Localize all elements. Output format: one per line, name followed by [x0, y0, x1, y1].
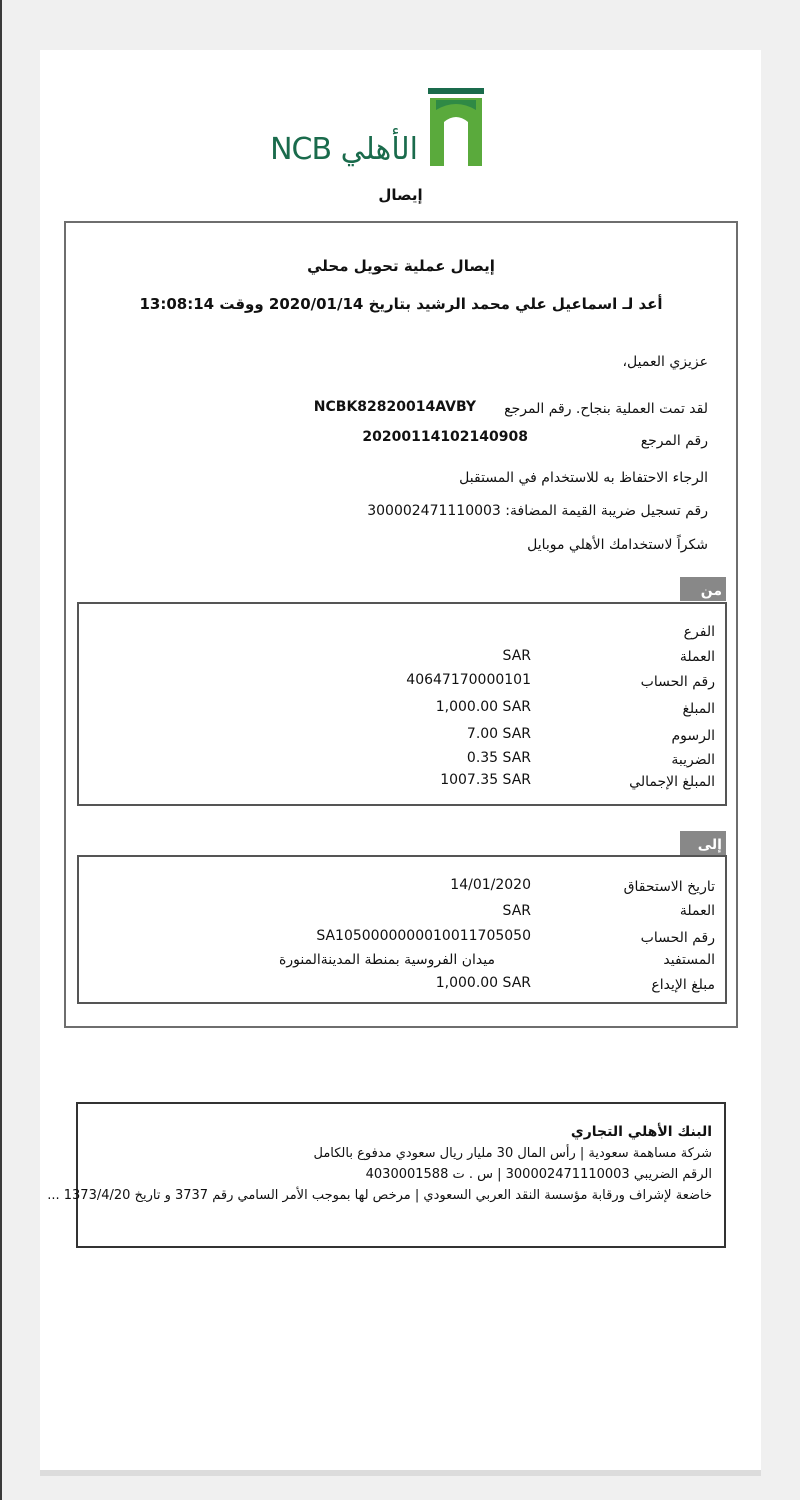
prepared-for-line: أعد لـ اسماعيل علي محمد الرشيد بتاريخ 2020/01/14 ووقت 13:08:14 — [139, 295, 663, 313]
to-row-value: ميدان الفروسية بمنطة المدينةالمنورة — [279, 952, 496, 968]
from-row-label: الضريبة — [671, 752, 715, 768]
thanks-message: شكراً لاستخدامك الأهلي موبايل — [527, 537, 708, 553]
ncb-arch-logo-icon — [428, 88, 484, 166]
from-row-label: العملة — [679, 649, 715, 665]
transfer-receipt-box — [64, 221, 738, 1028]
to-row-label: مبلغ الإيداع — [651, 977, 715, 993]
success-message: لقد تمت العملية بنجاح. رقم المرجع — [504, 401, 708, 417]
from-section-tab: من — [680, 577, 726, 601]
from-row-label: المبلغ — [682, 701, 715, 717]
bank-footer — [47, 1102, 726, 1248]
page-bottom-shadow — [40, 1470, 761, 1476]
keep-note: الرجاء الاحتفاظ به للاستخدام في المستقبل — [459, 470, 708, 486]
bank-name: البنك الأهلي التجاري — [570, 1124, 712, 1140]
footer-line-2: الرقم الضريبي 300002471110003 | س . ت 4030001588 — [365, 1167, 712, 1182]
screen-edge — [0, 0, 2, 1500]
logo-text — [270, 132, 418, 167]
to-row-label: تاريخ الاستحقاق — [623, 879, 715, 895]
to-row-value: SAR — [502, 903, 531, 919]
from-row-value: 0.35 SAR — [466, 750, 531, 766]
success-reference: NCBK82820014AVBY — [313, 399, 476, 415]
to-section — [77, 855, 727, 1004]
to-row-label: العملة — [679, 903, 715, 919]
to-row-label: رقم الحساب — [640, 930, 715, 946]
reference-value: 20200114102140908 — [362, 429, 528, 445]
from-row-label: رقم الحساب — [640, 674, 715, 690]
from-row-value: SAR — [502, 648, 531, 664]
greeting: عزيزي العميل، — [622, 354, 708, 370]
vat-registration-line: رقم تسجيل ضريبة القيمة المضافة: 300002471110003 — [367, 503, 708, 519]
from-row-value: 7.00 SAR — [466, 726, 531, 742]
from-row-value: 1007.35 SAR — [440, 772, 531, 788]
logo-arabic-name: الأهلي — [340, 132, 418, 167]
from-row-label: الفرع — [683, 624, 715, 640]
to-row-value: 14/01/2020 — [450, 877, 531, 893]
to-row-label: المستفيد — [663, 952, 715, 968]
from-row-value: 1,000.00 SAR — [435, 699, 531, 715]
to-row-value: 1,000.00 SAR — [435, 975, 531, 991]
from-row-label: المبلغ الإجمالي — [629, 774, 715, 790]
from-row-label: الرسوم — [671, 728, 715, 744]
footer-line-3: خاضعة لإشراف ورقابة مؤسسة النقد العربي السعودي | مرخص لها بموجب الأمر السامي رقم 3737 و تاريخ 1373/4/20 ... — [47, 1188, 712, 1203]
footer-line-1: شركة مساهمة سعودية | رأس المال 30 مليار ريال سعودي مدفوع بالكامل — [313, 1146, 712, 1161]
receipt-label: إيصال — [378, 186, 423, 204]
receipt-page — [40, 50, 761, 1470]
receipt-title: إيصال عملية تحويل محلي — [307, 257, 495, 275]
to-row-value: SA1050000000010011705050 — [316, 928, 531, 944]
to-section-tab: إلى — [680, 831, 726, 855]
ncb-logo — [270, 88, 488, 172]
reference-label: رقم المرجع — [640, 433, 708, 449]
from-row-value: 40647170000101 — [406, 672, 531, 688]
from-section — [77, 602, 727, 806]
logo-latin-name: NCB — [270, 132, 332, 167]
